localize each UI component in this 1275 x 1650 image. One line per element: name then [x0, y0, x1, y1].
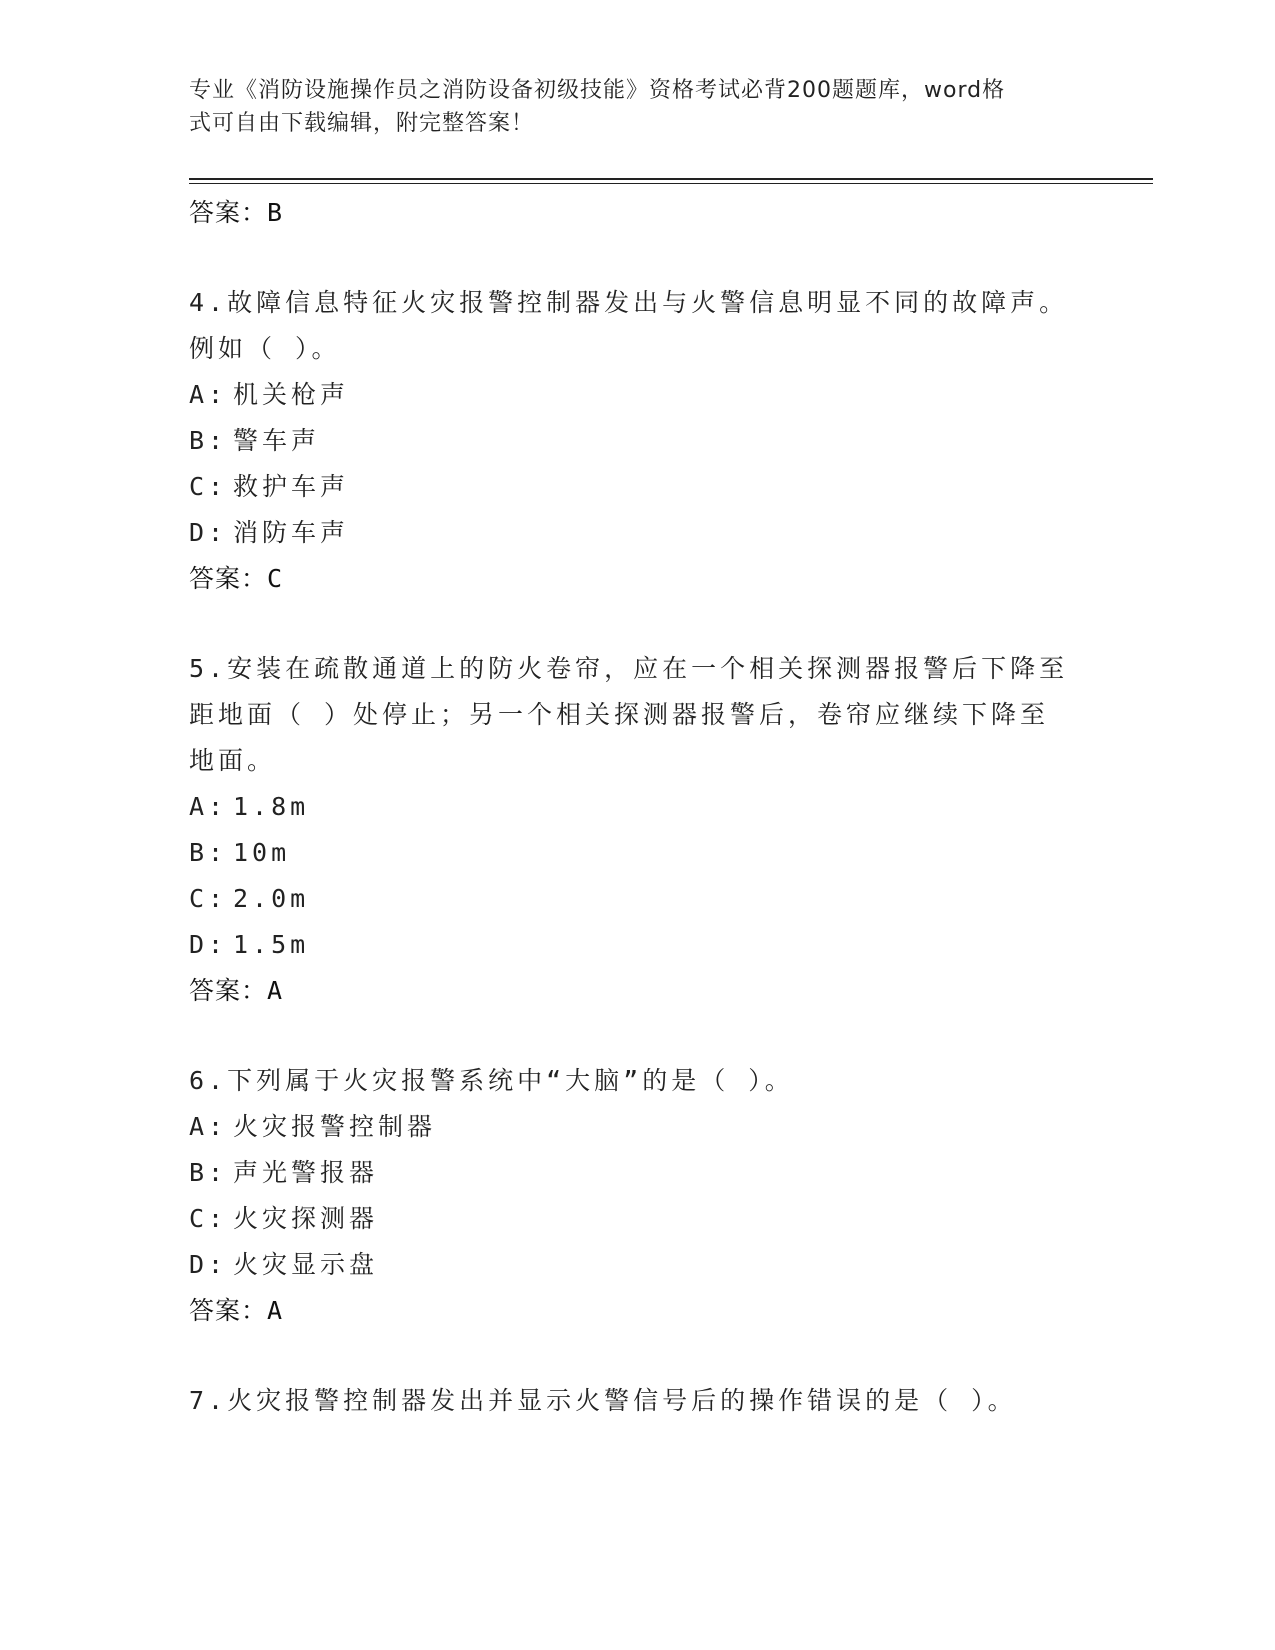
- option-text: 救护车声: [233, 472, 350, 501]
- answer-prefix: 答案：: [189, 1296, 268, 1325]
- answer-prefix: 答案：: [189, 198, 268, 227]
- option-key: D:: [189, 930, 228, 959]
- question-text-line: 7.火灾报警控制器发出并显示火警信号后的操作错误的是（ ）。: [189, 1386, 1017, 1415]
- option-key: D:: [189, 518, 228, 547]
- option-row: [189, 510, 1089, 556]
- option-row: [189, 830, 1089, 876]
- option-row: [189, 418, 1089, 464]
- option-row: [189, 1242, 1089, 1288]
- header-line-2: 式可自由下载编辑，附完整答案！: [189, 111, 535, 136]
- option-row: [189, 784, 1089, 830]
- header-line-1: 专业《消防设施操作员之消防设备初级技能》资格考试必背200题题库，word格: [189, 78, 1006, 103]
- option-key: A:: [189, 380, 228, 409]
- answer-line: [189, 190, 1089, 236]
- option-key: B:: [189, 838, 228, 867]
- question-text-line: 例如（ ）。: [189, 334, 341, 363]
- question-block: [189, 280, 1089, 602]
- option-key: C:: [189, 1204, 228, 1233]
- document-header: [189, 74, 1079, 140]
- option-text: 10m: [233, 838, 291, 867]
- option-text: 警车声: [233, 426, 321, 455]
- question-block: [189, 646, 1089, 1014]
- option-text: 1.5m: [233, 930, 310, 959]
- question-text-line: 地面。: [189, 746, 277, 775]
- question-block: [189, 1058, 1089, 1334]
- option-row: [189, 1150, 1089, 1196]
- option-key: C:: [189, 884, 228, 913]
- question-list: [189, 190, 1089, 1424]
- option-key: D:: [189, 1250, 228, 1279]
- answer-prefix: 答案：: [189, 564, 268, 593]
- question-text-line: 5.安装在疏散通道上的防火卷帘，应在一个相关探测器报警后下降至: [189, 654, 1069, 683]
- option-row: [189, 464, 1089, 510]
- answer-value: A: [267, 976, 284, 1005]
- option-text: 火灾显示盘: [233, 1250, 379, 1279]
- answer-line: [189, 1288, 1089, 1334]
- option-text: 火灾报警控制器: [233, 1112, 437, 1141]
- header-divider-thin: [189, 183, 1153, 184]
- question-block: [189, 1378, 1089, 1424]
- option-text: 火灾探测器: [233, 1204, 379, 1233]
- question-spacer: [189, 602, 1089, 646]
- option-row: [189, 876, 1089, 922]
- option-row: [189, 1104, 1089, 1150]
- answer-line: [189, 968, 1089, 1014]
- question-spacer: [189, 1014, 1089, 1058]
- option-text: 1.8m: [233, 792, 310, 821]
- question-text-line: 4.故障信息特征火灾报警控制器发出与火警信息明显不同的故障声。: [189, 288, 1069, 317]
- answer-value: A: [267, 1296, 284, 1325]
- option-key: B:: [189, 426, 228, 455]
- option-row: [189, 372, 1089, 418]
- option-text: 2.0m: [233, 884, 310, 913]
- answer-line: [189, 556, 1089, 602]
- option-key: B:: [189, 1158, 228, 1187]
- option-text: 声光警报器: [233, 1158, 379, 1187]
- option-key: C:: [189, 472, 228, 501]
- option-text: 机关枪声: [233, 380, 350, 409]
- question-spacer: [189, 236, 1089, 280]
- option-key: A:: [189, 792, 228, 821]
- question-spacer: [189, 1334, 1089, 1378]
- question-text-line: 距地面（ ）处停止；另一个相关探测器报警后，卷帘应继续下降至: [189, 700, 1050, 729]
- answer-prefix: 答案：: [189, 976, 268, 1005]
- answer-value: B: [267, 198, 284, 227]
- option-key: A:: [189, 1112, 228, 1141]
- option-row: [189, 922, 1089, 968]
- option-text: 消防车声: [233, 518, 350, 547]
- answer-value: C: [267, 564, 284, 593]
- option-row: [189, 1196, 1089, 1242]
- question-text-line: 6.下列属于火灾报警系统中“大脑”的是（ ）。: [189, 1066, 794, 1095]
- header-divider-thick: [189, 178, 1153, 180]
